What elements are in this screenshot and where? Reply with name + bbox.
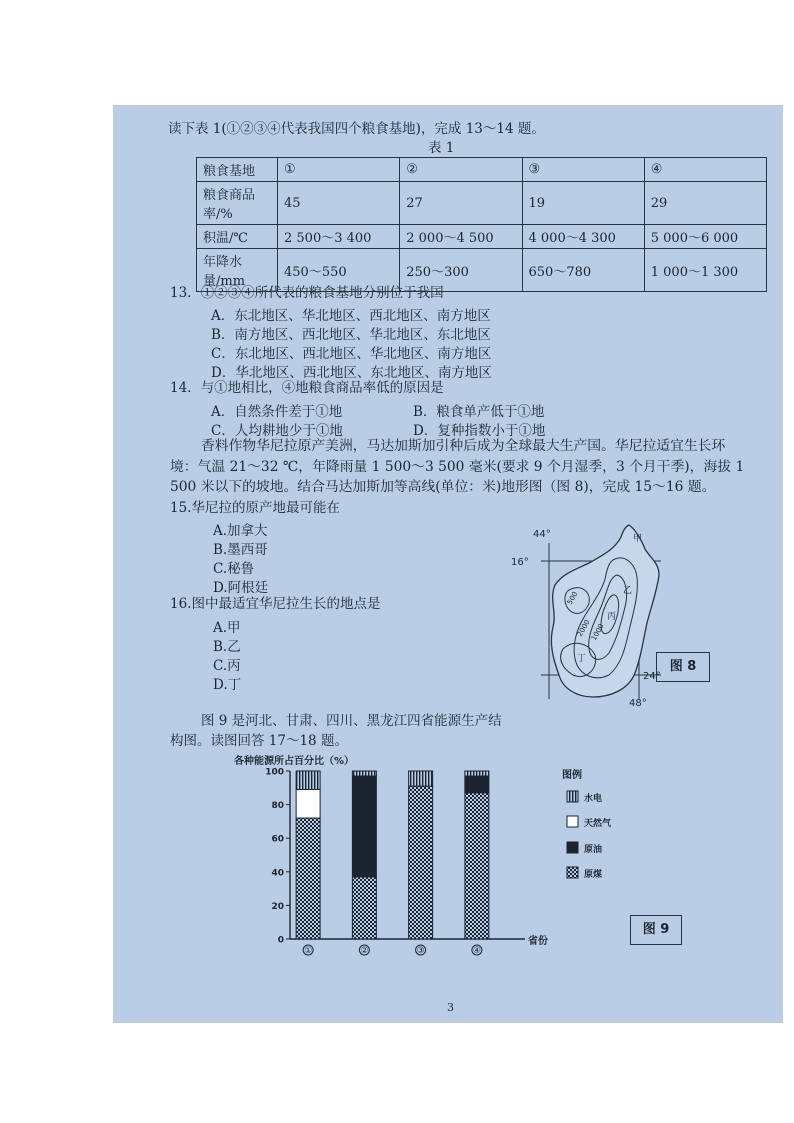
q16-stem: 16.图中最适宜华尼拉生长的地点是 — [170, 596, 381, 612]
table-header-cell: ① — [278, 158, 400, 182]
table-cell: 450～550 — [278, 249, 400, 292]
x-tick-label: ① — [304, 946, 313, 956]
table-cell: 27 — [400, 182, 522, 225]
q14-stem: 14．与①地相比，④地粮食商品率低的原因是 — [170, 380, 444, 396]
q13-option-c: C．东北地区、西北地区、华北地区、南方地区 — [211, 346, 492, 362]
table-cell: 1 000～1 300 — [644, 249, 766, 292]
bar-segment-coal — [465, 793, 489, 939]
bar-segment-oil — [465, 776, 489, 793]
q15-option-b: B.墨西哥 — [213, 542, 268, 558]
q14-option-a: A．自然条件差于①地 — [211, 404, 343, 420]
table-row — [197, 225, 767, 249]
chart-legend — [562, 768, 612, 880]
bar-segment-coal — [352, 877, 376, 939]
contour-label: 2000 — [575, 618, 592, 638]
x-tick-label: ③ — [416, 946, 425, 956]
table-header-cell: 粮食基地 — [197, 158, 278, 182]
legend-label: 原煤 — [584, 870, 603, 880]
table-cell: 45 — [278, 182, 400, 225]
table-cell: 2 000～4 500 — [400, 225, 522, 249]
table-header-cell: ② — [400, 158, 522, 182]
q14-option-c: C．人均耕地少于①地 — [211, 423, 343, 439]
q13-option-d: D．华北地区、西北地区、东北地区、南方地区 — [211, 365, 492, 381]
lat-label: 16° — [511, 557, 529, 568]
bar-segment-coal — [296, 818, 320, 939]
legend-label: 天然气 — [584, 819, 612, 829]
table-row-label: 年降水量/mm — [197, 249, 278, 292]
chart-title: 各种能源所占百分比（%） — [234, 756, 355, 767]
figure-9-label: 图 9 — [630, 915, 682, 945]
place-label: 甲 — [633, 534, 643, 544]
contour-label: 500 — [565, 590, 580, 606]
table-caption: 表 1 — [428, 140, 455, 156]
intro-13-14: 读下表 1(①②③④代表我国四个粮食基地)，完成 13～14 题。 — [168, 121, 545, 137]
bar-segment-hydro — [352, 771, 376, 776]
bar-segment-gas — [296, 789, 320, 818]
fig9-intro-line: 构图。读图回答 17～18 题。 — [170, 733, 348, 749]
legend-swatch-hydro — [567, 791, 578, 802]
place-label: 丙 — [607, 612, 617, 622]
table-header-row — [197, 158, 767, 182]
bar-segment-hydro — [409, 771, 433, 786]
y-tick-label: 0 — [277, 935, 284, 946]
lon-label: 44° — [533, 529, 551, 540]
vanilla-paragraph-line: 境：气温 21～32 ℃，年降雨量 1 500～3 500 毫米(要求 9 个月湿季，3 个月干季)，海拔 1 — [170, 459, 745, 475]
table-cell: 19 — [522, 182, 644, 225]
table-cell: 29 — [644, 182, 766, 225]
q16-option-b: B.乙 — [213, 639, 241, 655]
contour-label: 1000 — [589, 622, 606, 642]
y-tick-label: 60 — [271, 834, 284, 845]
legend-swatch-gas — [567, 816, 578, 827]
q16-option-d: D.丁 — [213, 677, 242, 693]
table-cell: 4 000～4 300 — [522, 225, 644, 249]
bar-segment-hydro — [296, 771, 320, 789]
table-cell: 2 500～3 400 — [278, 225, 400, 249]
legend-label: 水电 — [584, 794, 603, 804]
table-row — [197, 182, 767, 225]
q16-option-c: C.丙 — [213, 658, 241, 674]
q16-option-a: A.甲 — [213, 620, 241, 636]
x-tick-label: ④ — [472, 946, 481, 956]
vanilla-paragraph-line: 500 米以下的坡地。结合马达加斯加等高线(单位：米)地形图（图 8)，完成 15～16 题。 — [170, 479, 716, 495]
table-row-label: 粮食商品率/% — [197, 182, 278, 225]
y-tick-label: 80 — [271, 801, 284, 812]
q13-stem: 13．①②③④所代表的粮食基地分别位于我国 — [170, 285, 444, 301]
vanilla-paragraph-line: 香料作物华尼拉原产美洲，马达加斯加引种后成为全球最大生产国。华尼拉适宜生长环 — [201, 438, 726, 454]
page-number: 3 — [447, 1001, 454, 1014]
legend-label: 原油 — [584, 845, 603, 855]
q14-option-d: D．复种指数小于①地 — [413, 423, 546, 439]
x-tick-label: ② — [360, 946, 369, 956]
y-tick-label: 20 — [271, 901, 284, 912]
table-1 — [196, 157, 767, 292]
place-label: 丁 — [577, 654, 587, 664]
table-header-cell: ③ — [522, 158, 644, 182]
q13-option-a: A．东北地区、华北地区、西北地区、南方地区 — [211, 308, 491, 324]
legend-title: 图例 — [562, 770, 582, 781]
table-cell: 5 000～6 000 — [644, 225, 766, 249]
x-axis-label: 省份 — [528, 936, 548, 947]
figure-8-label: 图 8 — [656, 652, 710, 682]
table-cell: 650～780 — [522, 249, 644, 292]
fig9-intro-line: 图 9 是河北、甘肃、四川、黑龙江四省能源生产结 — [201, 713, 502, 729]
q15-option-d: D.阿根廷 — [213, 580, 269, 596]
lon-label: 48° — [629, 698, 647, 709]
y-tick-label: 40 — [271, 868, 284, 879]
q13-option-b: B．南方地区、西北地区、华北地区、东北地区 — [211, 327, 491, 343]
y-tick-label: 100 — [265, 767, 284, 778]
table-row-label: 积温/℃ — [197, 225, 278, 249]
q15-stem: 15.华尼拉的原产地最可能在 — [170, 500, 340, 516]
legend-swatch-oil — [567, 842, 578, 853]
lat-label: 24° — [643, 671, 661, 682]
bar-segment-coal — [409, 786, 433, 939]
q15-option-a: A.加拿大 — [213, 523, 268, 539]
energy-structure-chart — [230, 753, 660, 963]
table-cell: 250～300 — [400, 249, 522, 292]
q15-option-c: C.秘鲁 — [213, 561, 255, 577]
table-header-cell: ④ — [644, 158, 766, 182]
bar-segment-oil — [352, 776, 376, 877]
q14-option-b: B．粮食单产低于①地 — [413, 404, 545, 420]
exam-sheet — [113, 105, 783, 1023]
bar-segment-hydro — [465, 771, 489, 776]
place-label: 乙 — [623, 586, 633, 596]
legend-swatch-coal — [567, 867, 578, 878]
